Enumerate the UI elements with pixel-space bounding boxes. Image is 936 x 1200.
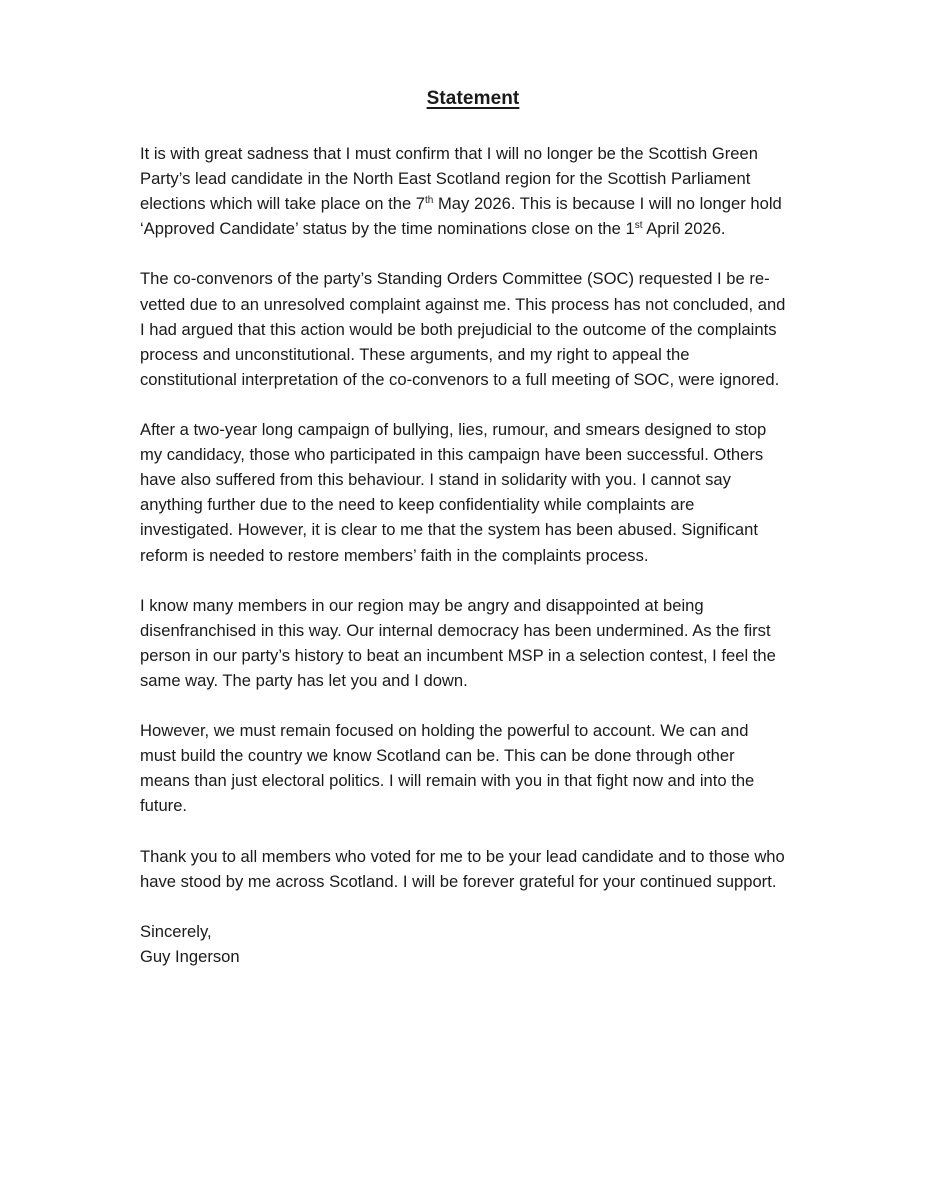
text-segment: ‘Approved Candidate’ status by the time nominations close on the 1 [140, 219, 635, 239]
text-segment: May 2026. This is because I will no longer hold [433, 194, 782, 214]
ordinal-suffix: st [634, 220, 643, 232]
paragraph-1 [140, 141, 840, 241]
text-segment: elections which will take place on the 7 [140, 194, 426, 214]
text-line: However, we must remain focused on holding the powerful to account. We can and [140, 721, 749, 741]
ordinal-suffix: th [425, 195, 434, 207]
statement-body [140, 141, 840, 969]
text-segment: April 2026. [642, 219, 726, 239]
text-line: Thank you to all members who voted for me to be your lead candidate and to those who [140, 846, 785, 866]
text-line: vetted due to an unresolved complaint against me. This process has not concluded, and [140, 294, 786, 314]
text-line [140, 216, 840, 241]
text-line: I know many members in our region may be angry and disappointed at being [140, 595, 704, 615]
text-line: my candidacy, those who participated in this campaign have been successful. Others [140, 445, 764, 465]
text-line: investigated. However, it is clear to me that the system has been abused. Significant [140, 520, 758, 540]
closing-block [140, 919, 840, 969]
text-line: have also suffered from this behaviour. I stand in solidarity with you. I cannot say [140, 470, 731, 490]
text-line: future. [140, 796, 188, 816]
text-line: The co-convenors of the party’s Standing Orders Committee (SOC) requested I be re- [140, 269, 770, 289]
text-line: must build the country we know Scotland can be. This can be done through other [140, 746, 735, 766]
text-line: It is with great sadness that I must confirm that I will no longer be the Scottish Green [140, 144, 758, 163]
statement-title: Statement [426, 88, 520, 109]
paragraph-6 [140, 844, 840, 894]
text-line: constitutional interpretation of the co-convenors to a full meeting of SOC, were ignored. [140, 369, 780, 389]
text-line: means than just electoral politics. I will remain with you in that fight now and into the [140, 771, 755, 791]
paragraph-5 [140, 718, 840, 818]
text-line: Party’s lead candidate in the North East Scotland region for the Scottish Parliament [140, 169, 751, 189]
text-line: have stood by me across Scotland. I will be forever grateful for your continued support. [140, 871, 777, 891]
text-line: same way. The party has let you and I down. [140, 670, 468, 690]
text-line [140, 191, 840, 216]
text-line: person in our party’s history to beat an incumbent MSP in a selection contest, I feel the [140, 645, 776, 665]
paragraph-4 [140, 593, 840, 693]
signatory-name: Guy Ingerson [140, 947, 240, 966]
text-line: anything further due to the need to keep confidentiality while complaints are [140, 495, 695, 515]
text-line: reform is needed to restore members’ faith in the complaints process. [140, 545, 649, 565]
paragraph-2 [140, 266, 840, 391]
text-line: process and unconstitutional. These arguments, and my right to appeal the [140, 344, 690, 364]
text-line: After a two-year long campaign of bullying, lies, rumour, and smears designed to stop [140, 420, 767, 440]
paragraph-3 [140, 417, 840, 568]
valediction: Sincerely, [140, 921, 212, 941]
text-line: I had argued that this action would be both prejudicial to the outcome of the complaints [140, 319, 777, 339]
text-line: disenfranchised in this way. Our internal democracy has been undermined. As the first [140, 620, 771, 640]
